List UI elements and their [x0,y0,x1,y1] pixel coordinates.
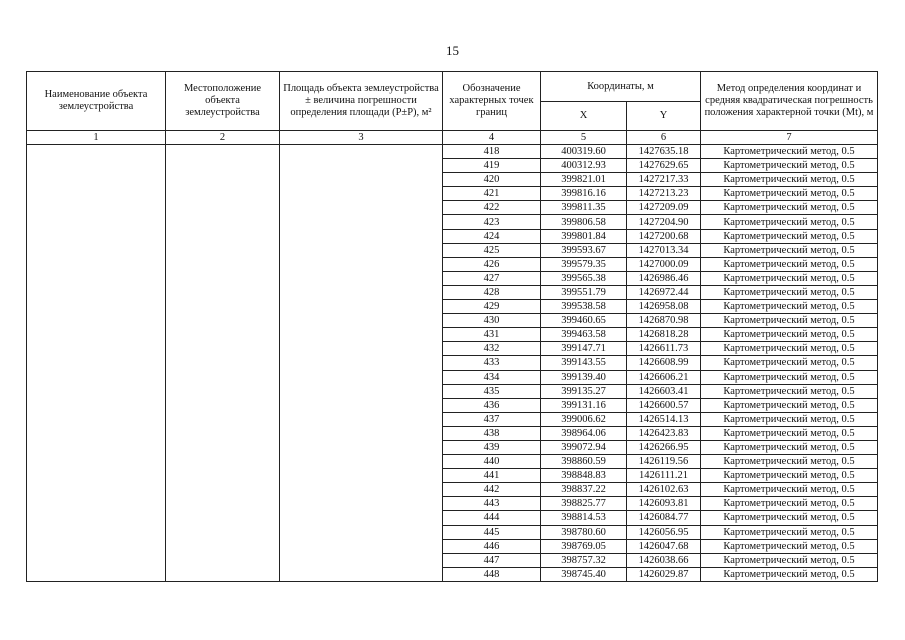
column-number: 6 [627,131,701,145]
column-number: 7 [701,131,878,145]
boundary-coordinates-table [26,71,878,582]
x-coordinate-cell: 399816.16 [541,187,627,201]
point-cell: 439 [443,440,541,454]
column-number: 3 [280,131,443,145]
point-cell: 422 [443,201,541,215]
x-coordinate-cell: 398837.22 [541,483,627,497]
x-coordinate-cell: 399579.35 [541,257,627,271]
point-cell: 440 [443,455,541,469]
y-coordinate-cell: 1426603.41 [627,384,701,398]
column-number: 2 [166,131,280,145]
point-cell: 441 [443,469,541,483]
method-cell: Картометрический метод, 0.5 [701,356,878,370]
point-cell: 437 [443,412,541,426]
header-y: Y [627,102,701,131]
method-cell: Картометрический метод, 0.5 [701,285,878,299]
point-cell: 436 [443,398,541,412]
point-cell: 423 [443,215,541,229]
y-coordinate-cell: 1426111.21 [627,469,701,483]
point-cell: 421 [443,187,541,201]
y-coordinate-cell: 1426038.66 [627,553,701,567]
y-coordinate-cell: 1427213.23 [627,187,701,201]
point-cell: 432 [443,342,541,356]
point-cell: 438 [443,426,541,440]
x-coordinate-cell: 399565.38 [541,271,627,285]
y-coordinate-cell: 1426423.83 [627,426,701,440]
method-cell: Картометрический метод, 0.5 [701,370,878,384]
x-coordinate-cell: 399538.58 [541,300,627,314]
x-coordinate-cell: 399072.94 [541,440,627,454]
table-body [27,145,878,582]
method-cell: Картометрический метод, 0.5 [701,342,878,356]
x-coordinate-cell: 398769.05 [541,539,627,553]
point-cell: 418 [443,145,541,159]
header-method: Метод определения координат и средняя квадратическая погрешность положения характерной точки (Mt), м [701,72,878,131]
x-coordinate-cell: 398780.60 [541,525,627,539]
y-coordinate-cell: 1426972.44 [627,285,701,299]
method-cell: Картометрический метод, 0.5 [701,215,878,229]
point-cell: 429 [443,300,541,314]
point-cell: 431 [443,328,541,342]
header-location: Местоположение объекта землеустройства [166,72,280,131]
y-coordinate-cell: 1426119.56 [627,455,701,469]
point-cell: 435 [443,384,541,398]
point-cell: 430 [443,314,541,328]
x-coordinate-cell: 399147.71 [541,342,627,356]
method-cell: Картометрический метод, 0.5 [701,412,878,426]
x-coordinate-cell: 399463.58 [541,328,627,342]
method-cell: Картометрический метод, 0.5 [701,455,878,469]
method-cell: Картометрический метод, 0.5 [701,511,878,525]
method-cell: Картометрический метод, 0.5 [701,159,878,173]
method-cell: Картометрический метод, 0.5 [701,271,878,285]
method-cell: Картометрический метод, 0.5 [701,173,878,187]
y-coordinate-cell: 1427200.68 [627,229,701,243]
point-cell: 425 [443,243,541,257]
y-coordinate-cell: 1426611.73 [627,342,701,356]
method-cell: Картометрический метод, 0.5 [701,300,878,314]
point-cell: 419 [443,159,541,173]
y-coordinate-cell: 1426102.63 [627,483,701,497]
area-cell [280,145,443,582]
method-cell: Картометрический метод, 0.5 [701,257,878,271]
x-coordinate-cell: 399460.65 [541,314,627,328]
point-cell: 444 [443,511,541,525]
y-coordinate-cell: 1427635.18 [627,145,701,159]
x-coordinate-cell: 400319.60 [541,145,627,159]
y-coordinate-cell: 1426606.21 [627,370,701,384]
page-number: 15 [446,43,459,58]
method-cell: Картометрический метод, 0.5 [701,440,878,454]
method-cell: Картометрический метод, 0.5 [701,525,878,539]
x-coordinate-cell: 398757.32 [541,553,627,567]
point-cell: 420 [443,173,541,187]
location-cell [166,145,280,582]
method-cell: Картометрический метод, 0.5 [701,483,878,497]
y-coordinate-cell: 1426029.87 [627,567,701,581]
point-cell: 427 [443,271,541,285]
point-cell: 446 [443,539,541,553]
method-cell: Картометрический метод, 0.5 [701,426,878,440]
y-coordinate-cell: 1426958.08 [627,300,701,314]
y-coordinate-cell: 1426084.77 [627,511,701,525]
point-cell: 447 [443,553,541,567]
y-coordinate-cell: 1426047.68 [627,539,701,553]
y-coordinate-cell: 1427217.33 [627,173,701,187]
y-coordinate-cell: 1427629.65 [627,159,701,173]
method-cell: Картометрический метод, 0.5 [701,328,878,342]
method-cell: Картометрический метод, 0.5 [701,314,878,328]
x-coordinate-cell: 398825.77 [541,497,627,511]
y-coordinate-cell: 1426986.46 [627,271,701,285]
y-coordinate-cell: 1427000.09 [627,257,701,271]
method-cell: Картометрический метод, 0.5 [701,398,878,412]
x-coordinate-cell: 399801.84 [541,229,627,243]
y-coordinate-cell: 1427204.90 [627,215,701,229]
x-coordinate-cell: 398964.06 [541,426,627,440]
x-coordinate-cell: 399139.40 [541,370,627,384]
method-cell: Картометрический метод, 0.5 [701,553,878,567]
x-coordinate-cell: 399006.62 [541,412,627,426]
point-cell: 443 [443,497,541,511]
method-cell: Картометрический метод, 0.5 [701,229,878,243]
point-cell: 448 [443,567,541,581]
y-coordinate-cell: 1426608.99 [627,356,701,370]
point-cell: 428 [443,285,541,299]
column-number: 5 [541,131,627,145]
table-row [27,145,878,159]
column-number-row [27,131,878,145]
method-cell: Картометрический метод, 0.5 [701,145,878,159]
x-coordinate-cell: 398814.53 [541,511,627,525]
method-cell: Картометрический метод, 0.5 [701,539,878,553]
x-coordinate-cell: 399143.55 [541,356,627,370]
y-coordinate-cell: 1426266.95 [627,440,701,454]
y-coordinate-cell: 1426514.13 [627,412,701,426]
header-coordinates: Координаты, м [541,72,701,102]
y-coordinate-cell: 1427209.09 [627,201,701,215]
point-cell: 426 [443,257,541,271]
y-coordinate-cell: 1426093.81 [627,497,701,511]
x-coordinate-cell: 399131.16 [541,398,627,412]
header-area: Площадь объекта землеустройства ± величина погрешности определения площади (P±P), м² [280,72,443,131]
method-cell: Картометрический метод, 0.5 [701,384,878,398]
x-coordinate-cell: 399811.35 [541,201,627,215]
object-name-cell [27,145,166,582]
x-coordinate-cell: 398860.59 [541,455,627,469]
x-coordinate-cell: 399135.27 [541,384,627,398]
y-coordinate-cell: 1426870.98 [627,314,701,328]
point-cell: 424 [443,229,541,243]
x-coordinate-cell: 398848.83 [541,469,627,483]
method-cell: Картометрический метод, 0.5 [701,201,878,215]
header-row [27,72,878,102]
x-coordinate-cell: 399821.01 [541,173,627,187]
method-cell: Картометрический метод, 0.5 [701,497,878,511]
y-coordinate-cell: 1426600.57 [627,398,701,412]
method-cell: Картометрический метод, 0.5 [701,243,878,257]
column-number: 1 [27,131,166,145]
x-coordinate-cell: 399806.58 [541,215,627,229]
header-point-designation: Обозначение характерных точек границ [443,72,541,131]
point-cell: 433 [443,356,541,370]
header-object-name: Наименование объекта землеустройства [27,72,166,131]
x-coordinate-cell: 399551.79 [541,285,627,299]
point-cell: 445 [443,525,541,539]
y-coordinate-cell: 1426056.95 [627,525,701,539]
column-number: 4 [443,131,541,145]
x-coordinate-cell: 398745.40 [541,567,627,581]
y-coordinate-cell: 1426818.28 [627,328,701,342]
header-x: X [541,102,627,131]
method-cell: Картометрический метод, 0.5 [701,469,878,483]
point-cell: 434 [443,370,541,384]
method-cell: Картометрический метод, 0.5 [701,187,878,201]
x-coordinate-cell: 399593.67 [541,243,627,257]
method-cell: Картометрический метод, 0.5 [701,567,878,581]
point-cell: 442 [443,483,541,497]
x-coordinate-cell: 400312.93 [541,159,627,173]
y-coordinate-cell: 1427013.34 [627,243,701,257]
